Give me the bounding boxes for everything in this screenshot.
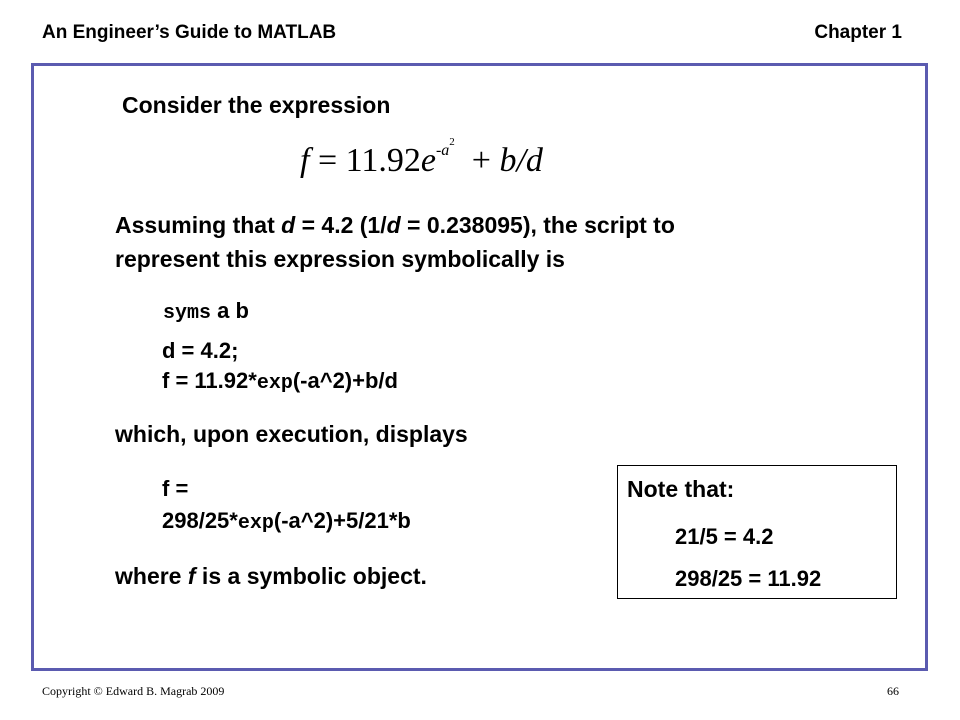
- code-line-syms: syms a b: [163, 298, 249, 325]
- assumption-line-2: represent this expression symbolically is: [115, 246, 565, 272]
- code-line-f: f = 11.92*exp(-a^2)+b/d: [162, 368, 398, 395]
- note-title: Note that:: [627, 476, 735, 502]
- where-text: where f is a symbolic object.: [115, 563, 427, 589]
- formula: [300, 136, 543, 180]
- code-line-d: d = 4.2;: [162, 338, 239, 363]
- syms-keyword: syms: [163, 302, 212, 325]
- note-line-1: 21/5 = 4.2: [675, 524, 774, 549]
- formula-coefficient: = 11.92: [309, 142, 421, 179]
- formula-e: e: [420, 142, 436, 179]
- page-number: 66: [887, 684, 899, 698]
- exp-keyword-output: exp: [237, 512, 274, 535]
- assumption-line-1: Assuming that d = 4.2 (1/d = 0.238095), the script to: [115, 212, 675, 238]
- note-line-2: 298/25 = 11.92: [675, 566, 822, 591]
- formula-lhs: f: [300, 142, 310, 179]
- copyright-footer: Copyright © Edward B. Magrab 2009: [42, 684, 225, 698]
- output-line-1: f =: [162, 476, 189, 501]
- intro-text: Consider the expression: [122, 92, 391, 118]
- chapter-label: Chapter 1: [814, 22, 902, 43]
- formula-rest: b/d: [499, 142, 543, 179]
- exp-keyword: exp: [256, 372, 293, 395]
- output-line-2: 298/25*exp(-a^2)+5/21*b: [162, 508, 411, 535]
- formula-exponent: -a2: [435, 136, 455, 159]
- header-title: An Engineer’s Guide to MATLAB: [42, 22, 337, 43]
- formula-plus: +: [471, 142, 500, 179]
- which-text: which, upon execution, displays: [115, 421, 468, 447]
